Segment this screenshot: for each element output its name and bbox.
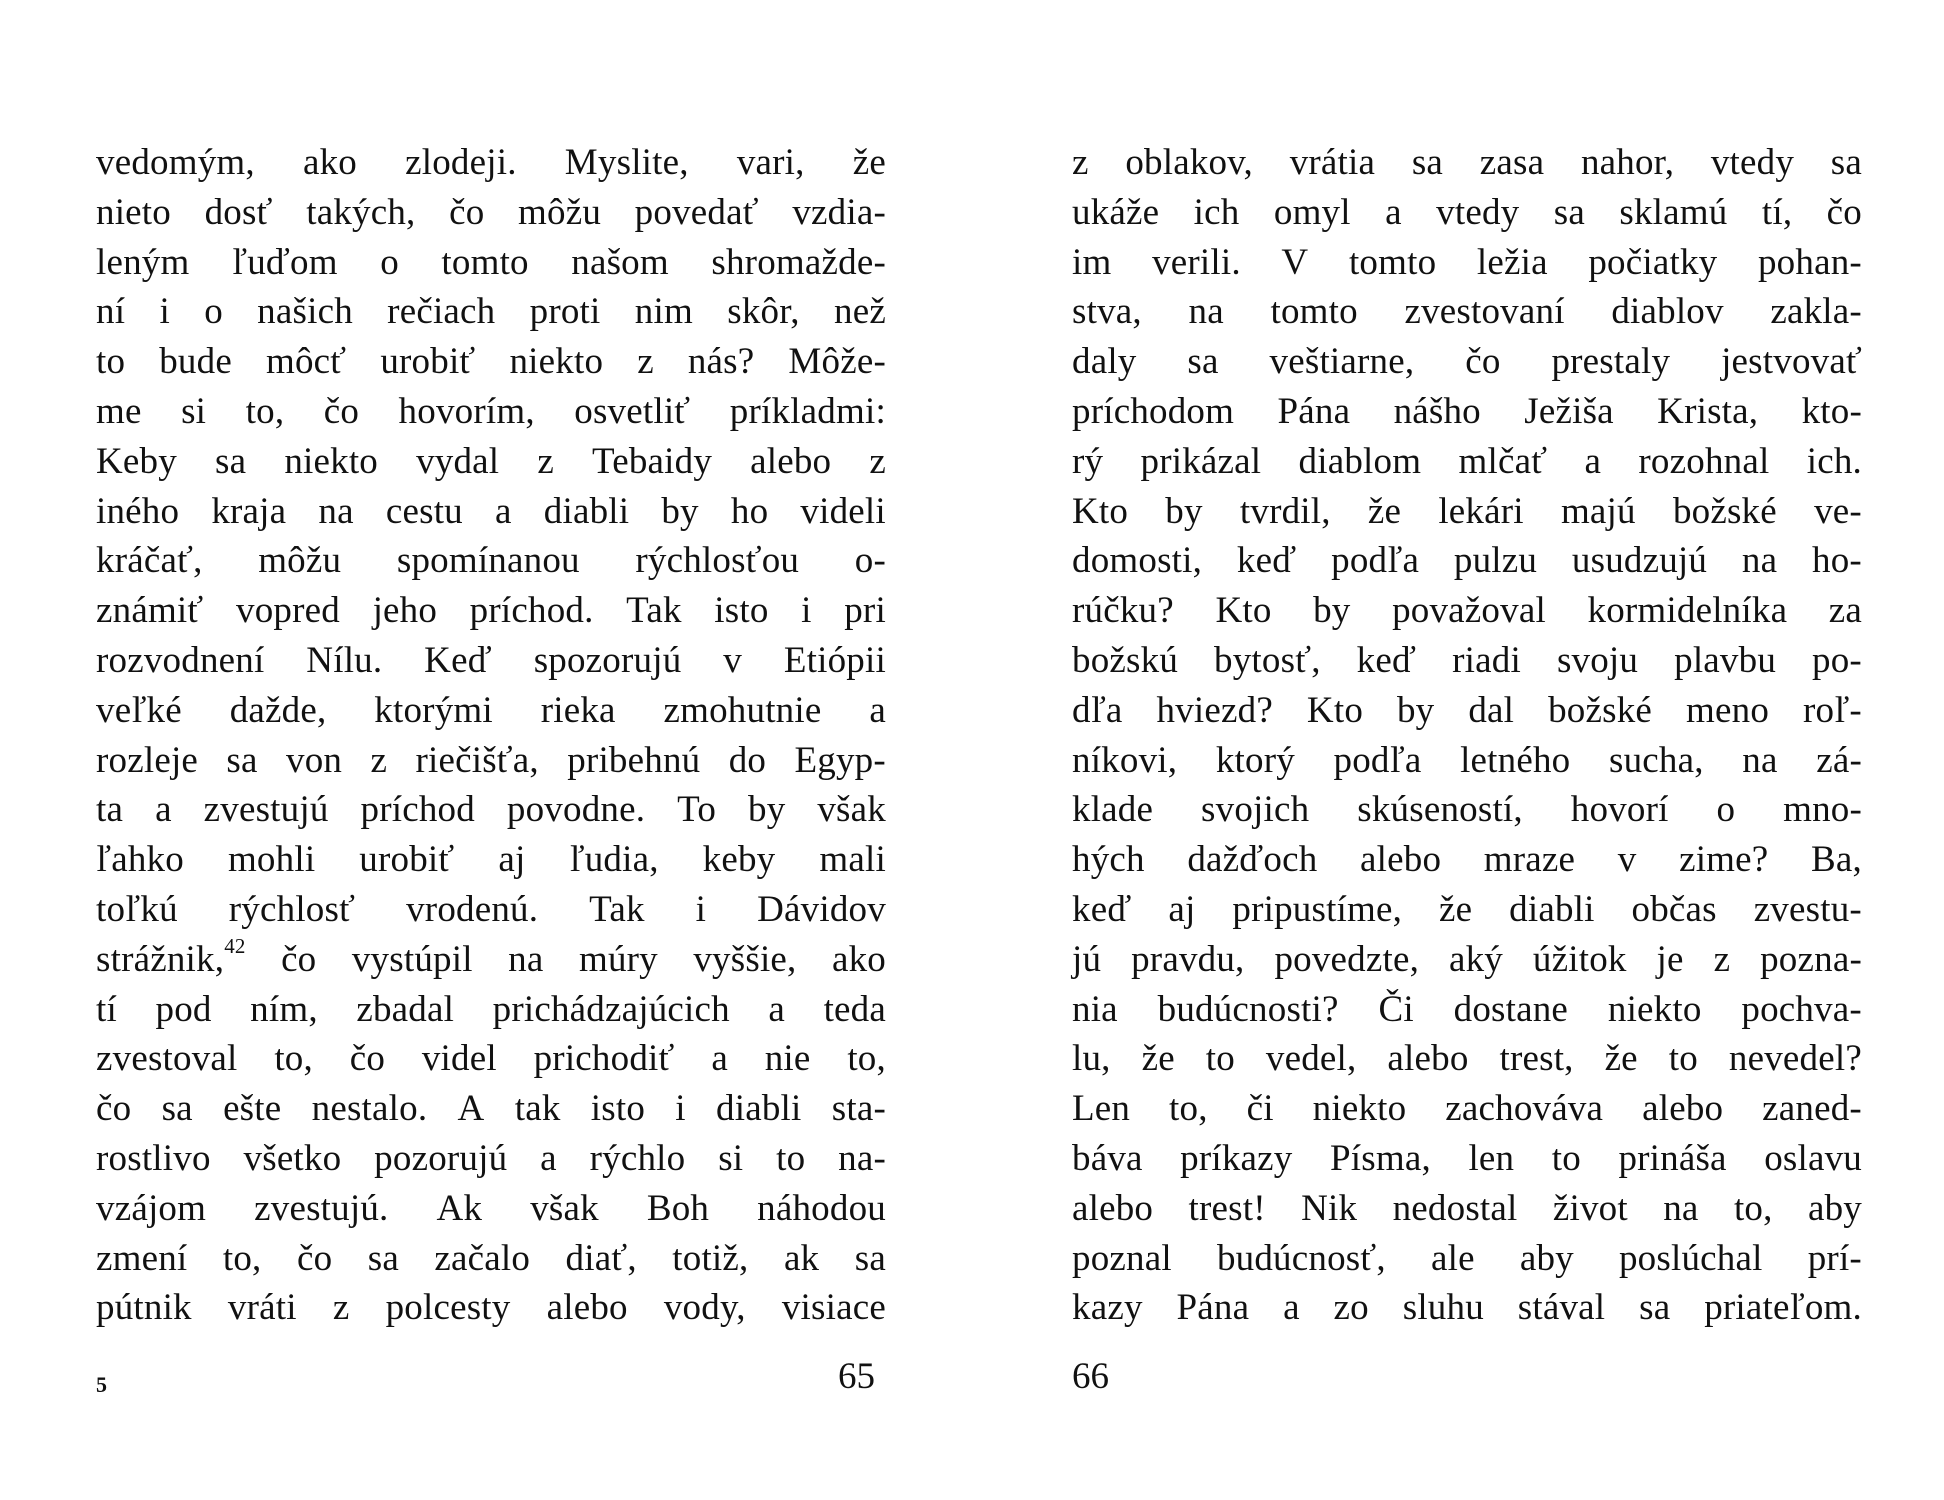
right-text-column: [1072, 138, 1862, 1333]
text-line: poznal budúcnosť, ale aby poslúchal prí-: [1072, 1237, 1862, 1279]
text-line: jú pravdu, povedzte, aký úžitok je z pozna-: [1072, 938, 1862, 980]
page-number-left: 65: [838, 1356, 875, 1397]
text-line: lu, že to vedel, alebo trest, že to nevedel?: [1072, 1038, 1862, 1080]
text-line: nia budúcnosti? Či dostane niekto pochva-: [1072, 988, 1862, 1030]
text-line: me si to, čo hovorím, osvetliť príkladmi:: [96, 390, 886, 432]
text-line: čo sa ešte nestalo. A tak isto i diabli sta-: [96, 1088, 886, 1130]
text-line: ta a zvestujú príchod povodne. To by však: [96, 789, 886, 831]
text-line: toľkú rýchlosť vrodenú. Tak i Dávidov: [96, 888, 886, 930]
text-line: strážnik,$^{42}$ čo vystúpil na múry vyššie, ako: [96, 934, 886, 980]
left-text-column: [96, 138, 886, 1333]
text-line: daly sa veštiarne, čo prestaly jestvovať: [1072, 341, 1862, 383]
text-line: níkovi, ktorý podľa letného sucha, na zá-: [1072, 739, 1862, 781]
text-line: to bude môcť urobiť niekto z nás? Môže-: [96, 341, 886, 383]
text-line: iného kraja na cestu a diabli by ho videli: [96, 490, 886, 532]
text-line: z oblakov, vrátia sa zasa nahor, vtedy sa: [1072, 142, 1862, 183]
text-line: rozvodnení Nílu. Keď spozorujú v Etiópii: [96, 639, 886, 681]
text-line: klade svojich skúseností, hovorí o mno-: [1072, 789, 1862, 831]
text-line: domosti, keď podľa pulzu usudzujú na ho-: [1072, 540, 1862, 582]
text-line: zmení to, čo sa začalo diať, totiž, ak sa: [96, 1237, 886, 1279]
text-line: Keby sa niekto vydal z Tebaidy alebo z: [96, 440, 886, 482]
text-line: Len to, či niekto zachováva alebo zaned-: [1072, 1088, 1862, 1130]
text-line: kráčať, môžu spomínanou rýchlosťou o-: [96, 540, 886, 582]
text-line: pútnik vráti z polcesty alebo vody, visiace: [96, 1287, 886, 1329]
text-line: stva, na tomto zvestovaní diablov zakla-: [1072, 291, 1862, 333]
text-line: rý prikázal diablom mlčať a rozohnal ich.: [1072, 440, 1862, 482]
text-line: ľahko mohli urobiť aj ľudia, keby mali: [96, 839, 886, 881]
text-line: dľa hviezd? Kto by dal božské meno roľ-: [1072, 689, 1862, 731]
text-line: veľké dažde, ktorými rieka zmohutnie a: [96, 689, 886, 731]
text-line: vedomým, ako zlodeji. Myslite, vari, že: [96, 142, 886, 183]
text-line: rostlivo všetko pozorujú a rýchlo si to na-: [96, 1137, 886, 1179]
text-line: báva príkazy Písma, len to prináša oslavu: [1072, 1137, 1862, 1179]
signature-mark: 5: [96, 1372, 107, 1397]
text-line: rozleje sa von z riečišťa, pribehnú do Egyp-: [96, 739, 886, 781]
text-line: vzájom zvestujú. Ak však Boh náhodou: [96, 1187, 886, 1229]
text-line: zvestoval to, čo videl prichodiť a nie to,: [96, 1038, 886, 1080]
text-line: rúčku? Kto by považoval kormidelníka za: [1072, 590, 1862, 632]
text-line: keď aj pripustíme, že diabli občas zvestu-: [1072, 888, 1862, 930]
text-line: božskú bytosť, keď riadi svoju plavbu po-: [1072, 639, 1862, 681]
right-page: [972, 0, 1944, 1500]
text-line: im verili. V tomto ležia počiatky pohan-: [1072, 241, 1862, 283]
text-line: známiť vopred jeho príchod. Tak isto i pri: [96, 590, 886, 632]
text-line: ukáže ich omyl a vtedy sa sklamú tí, čo: [1072, 191, 1862, 233]
text-line: príchodom Pána nášho Ježiša Krista, kto-: [1072, 390, 1862, 432]
text-line: hých dažďoch alebo mraze v zime? Ba,: [1072, 839, 1862, 881]
text-line: Kto by tvrdil, že lekári majú božské ve-: [1072, 490, 1862, 532]
text-line: alebo trest! Nik nedostal život na to, aby: [1072, 1187, 1862, 1229]
page-number-right: 66: [1072, 1356, 1109, 1397]
text-line: nieto dosť takých, čo môžu povedať vzdia-: [96, 191, 886, 233]
text-line: tí pod ním, zbadal prichádzajúcich a teda: [96, 988, 886, 1030]
text-line: kazy Pána a zo sluhu stával sa priateľom.: [1072, 1287, 1862, 1329]
footnote-marker[interactable]: 42: [224, 934, 246, 959]
text-line: ní i o našich rečiach proti nim skôr, než: [96, 291, 886, 333]
text-line: leným ľuďom o tomto našom shromažde-: [96, 241, 886, 283]
